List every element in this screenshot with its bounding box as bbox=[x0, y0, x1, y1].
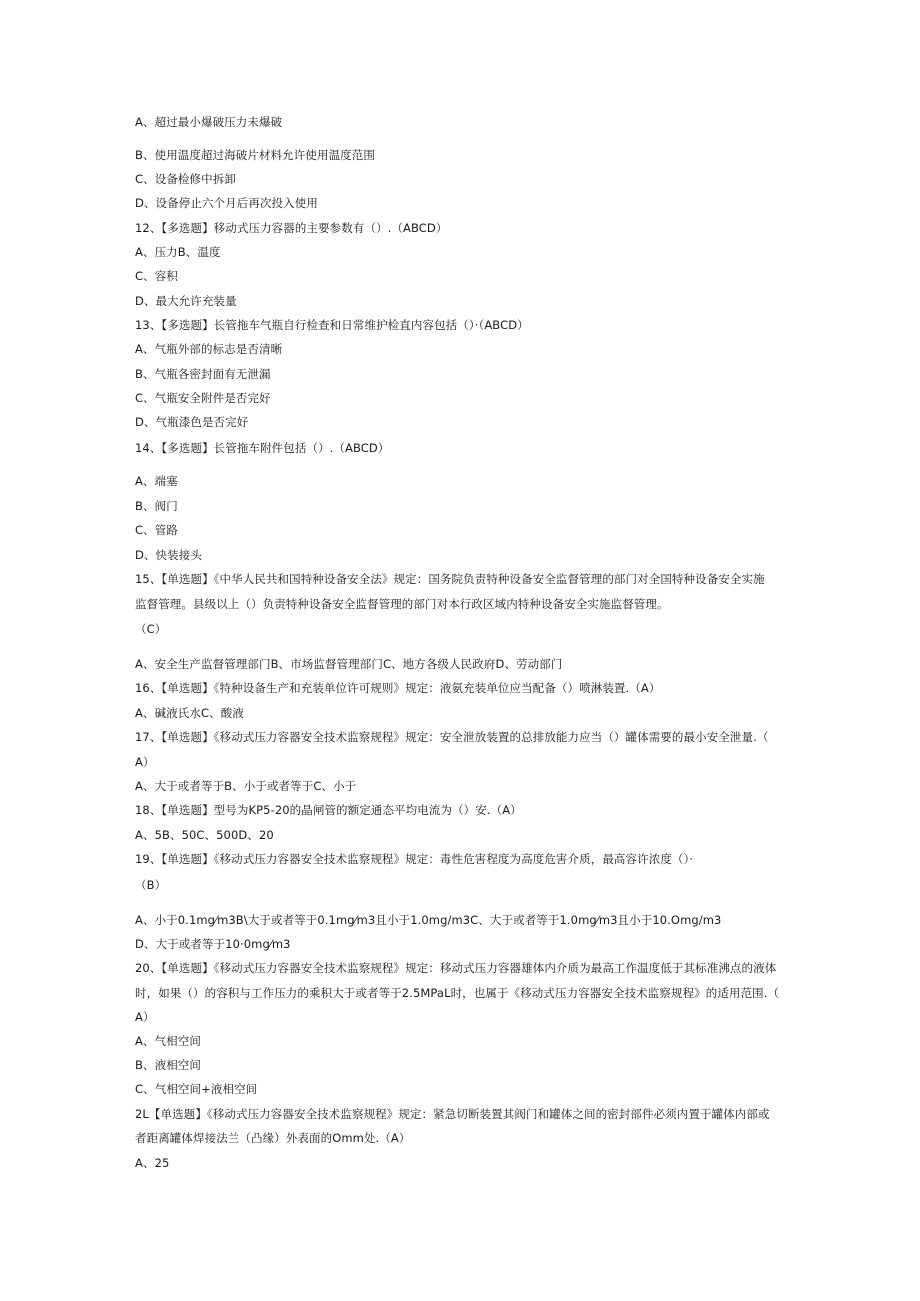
text-line: A、安全生产监督管理部门B、市场监督管理部门C、地方各级人民政府D、劳动部门 bbox=[135, 657, 563, 671]
text-line: A、气瓶外部的标志是否清晰 bbox=[135, 342, 283, 356]
text-line: A、超过最小爆破压力未爆破 bbox=[135, 115, 283, 129]
question-20: 20、【单选题】《移动式压力容器安全技术监察规程》规定：移动式压力容器雄体内介质为最高工作温度低于其标准沸点的液体 bbox=[135, 961, 777, 975]
text-line: B、气瓶各密封面有无泄漏 bbox=[135, 367, 271, 381]
question-18: 18、【单选题】型号为KP5-20的晶闸管的额定通态平均电流为（）安.（A） bbox=[135, 803, 522, 817]
text-line: 者距离罐体焊接法兰（凸缘）外表面的Omm处.（A） bbox=[135, 1131, 411, 1145]
text-line: D、气瓶漆色是否完好 bbox=[135, 415, 249, 429]
question-21: 2L【单选题】《移动式压力容器安全技术监察规程》规定：紧急切断装置其阀门和罐体之间的密封部件必须内置于罐体内部或 bbox=[135, 1107, 770, 1121]
text-line: C、气瓶安全附件是否完好 bbox=[135, 391, 271, 405]
answer-line: （B） bbox=[135, 878, 167, 892]
text-line: C、气相空间+液相空间 bbox=[135, 1082, 258, 1096]
question-15: 15、【单选题】《中华人民共和国特种设备安全法》规定：国务院负责特种设备安全监督管理的部门对全国特种设备安全实施 bbox=[135, 572, 765, 586]
text-line: B、液相空间 bbox=[135, 1058, 201, 1072]
text-line: D、快装接头 bbox=[135, 548, 202, 562]
question-14: 14、【多选题】长管拖车附件包括（）.（ABCD） bbox=[135, 441, 390, 455]
text-line: D、最大允许充装量 bbox=[135, 294, 237, 308]
text-line: A、5B、50C、500D、20 bbox=[135, 828, 274, 842]
answer-line: （C） bbox=[135, 622, 167, 636]
text-line: A、大于或者等于B、小于或者等于C、小于 bbox=[135, 779, 357, 793]
text-line: D、设备停止六个月后再次投入使用 bbox=[135, 196, 318, 210]
text-line: C、管路 bbox=[135, 523, 178, 537]
text-line: B、阀门 bbox=[135, 499, 178, 513]
text-line: A、气相空间 bbox=[135, 1034, 201, 1048]
question-12: 12、【多选题】移动式压力容器的主要参数有（）.（ABCD） bbox=[135, 221, 448, 235]
text-line: A、25 bbox=[135, 1156, 170, 1170]
text-line: A、小于0.1mg⁄m3B\大于或者等于0.1mg⁄m3且小于1.0mg/m3C、大于或者等于1.0mg⁄m3且小于10.Omg/m3 bbox=[135, 913, 722, 927]
text-line: C、容积 bbox=[135, 269, 178, 283]
text-line: A、端塞 bbox=[135, 474, 178, 488]
text-line: A、碱液氏水C、酸液 bbox=[135, 706, 244, 720]
text-line: D、大于或者等于10·0mg⁄m3 bbox=[135, 937, 291, 951]
answer-line: A） bbox=[135, 1010, 155, 1024]
question-17: 17、【单选题】《移动式压力容器安全技术监察规程》规定：安全泄放装置的总排放能力应当（）罐体需要的最小安全泄量.（ bbox=[135, 730, 769, 744]
text-line: B、使用温度超过海破片材料允许使用温度范围 bbox=[135, 148, 375, 162]
question-13: 13、【多选题】长管拖车气瓶自行检查和日常维护检直内容包括（）·（ABCD） bbox=[135, 318, 529, 332]
text-line: A、压力B、温度 bbox=[135, 245, 221, 259]
question-16: 16、【单选题】《特种设备生产和充装单位许可规则》规定：液氨充装单位应当配备（）喷淋装置.（A） bbox=[135, 681, 661, 695]
text-line: 时，如果（）的容积与工作压力的乘积大于或者等于2.5MPaL时，也属于《移动式压力容器安全技术监察规程》的适用范围.（ bbox=[135, 986, 780, 1000]
answer-line: A） bbox=[135, 755, 155, 769]
question-19: 19、【单选题】《移动式压力容器安全技术监察规程》规定：毒性危害程度为高度危害介质，最高容许浓度（）· bbox=[135, 852, 694, 866]
text-line: C、设备检修中拆卸 bbox=[135, 172, 236, 186]
text-line: 监督管理。县级以上（）负责特种设备安全监督管理的部门对本行政区域内特种设备安全实施监督管理。 bbox=[135, 597, 669, 611]
